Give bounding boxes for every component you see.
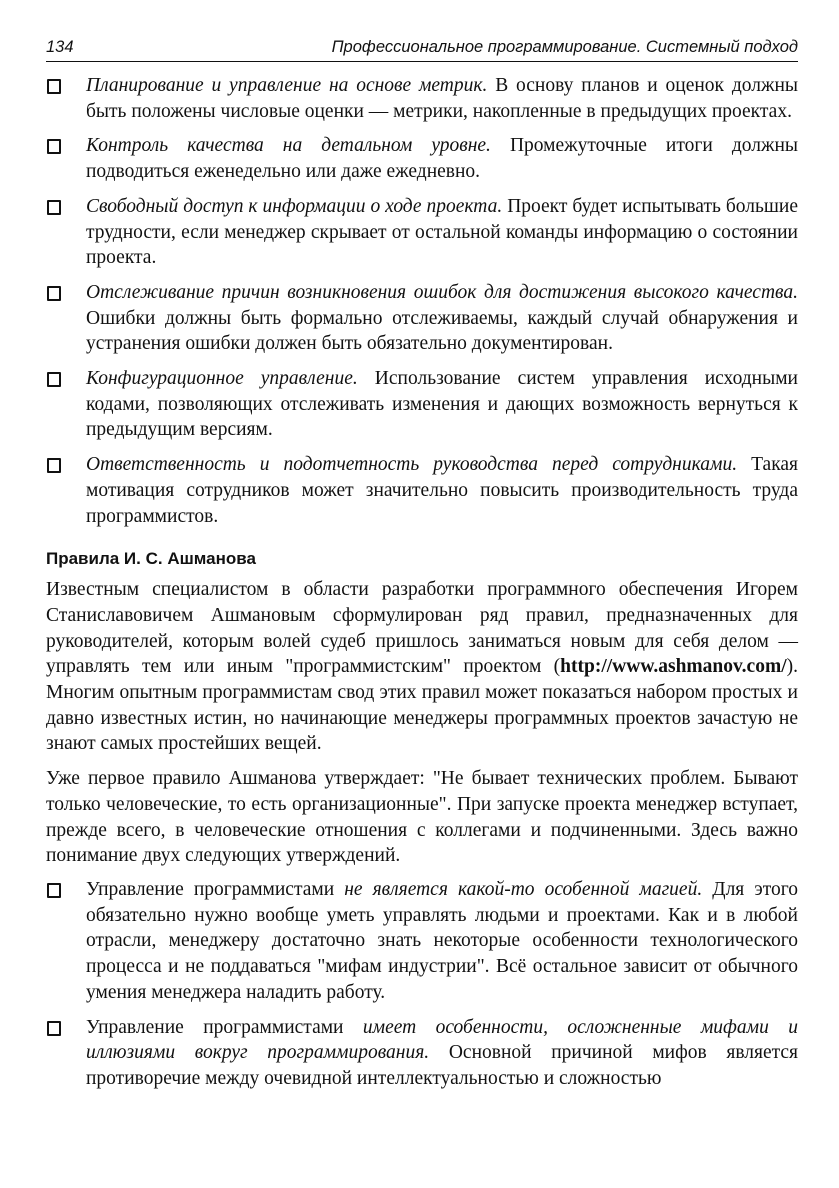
list-item — [46, 280, 798, 357]
body-paragraph — [46, 577, 798, 757]
paragraph-text: Известным специалистом в области разработки программного обеспечения Игорем Станиславовичем Ашмановым сформулирован ряд правил, предназначенных для руководителей, которым волей судеб пришлось заниматься новым для себя делом — управлять тем или иным "программистским" проектом ( — [46, 579, 798, 678]
item-term: имеет особенности, осложненные мифами и иллюзиями вокруг программирования. — [86, 1016, 798, 1064]
website-link: http://www.ashmanov.com/ — [560, 656, 787, 678]
statements-list — [46, 877, 798, 1092]
checkbox-bullet-icon — [47, 200, 61, 215]
principles-list — [46, 73, 798, 529]
checkbox-bullet-icon — [47, 286, 61, 301]
checkbox-bullet-icon — [47, 1021, 61, 1036]
list-item — [46, 366, 798, 443]
item-term: Контроль качества на детальном уровне. — [86, 135, 491, 157]
item-lead: Управление программистами — [86, 1016, 363, 1038]
running-title: Профессиональное программирование. Системный подход — [331, 38, 798, 56]
item-text: Использование систем управления исходными кодами, позволяющих отслеживать изменения и дающих возможность вернуться к предыдущим версиям. — [86, 368, 798, 441]
item-term: не является какой-то особенной магией. — [344, 878, 703, 900]
list-item — [46, 73, 798, 124]
item-text: Для этого обязательно нужно вообще уметь управлять людьми и проектами. Как и в любой отрасли, менеджеру достаточно знать некоторые особенности технологического процесса и не поддаваться "мифам индустрии". Всё остальное зависит от обычного умения менеджера наладить работу. — [86, 878, 798, 1003]
body-paragraph: Уже первое правило Ашманова утверждает: "Не бывает технических проблем. Бывают только человеческие, то есть организационные". При запуске проекта менеджер вступает, прежде всего, в человеческие отношения с коллегами и подчиненными. Здесь важно понимание двух следующих утверждений. — [46, 768, 798, 867]
item-text: Промежуточные итоги должны подводиться еженедельно или даже ежедневно. — [86, 135, 798, 183]
list-item — [46, 133, 798, 184]
section-heading: Правила И. С. Ашманова — [46, 549, 256, 569]
item-text: Проект будет испытывать большие трудности, если менеджер скрывает от остальной команды информацию о состоянии проекта. — [86, 195, 798, 269]
checkbox-bullet-icon — [47, 883, 61, 898]
checkbox-bullet-icon — [47, 139, 61, 154]
item-text: Такая мотивация сотрудников может значительно повысить производительность труда программистов. — [86, 454, 799, 527]
item-lead: Управление программистами — [86, 878, 345, 900]
item-term: Планирование и управление на основе метрик. — [86, 75, 488, 96]
running-header — [46, 38, 798, 62]
paragraph-text: ). Многим опытным программистам свод этих правил может показаться набором простых и давно известных истин, но начинающие менеджеры программных проектов зачастую не знают самых простейших вещей. — [46, 656, 798, 755]
item-text: Основной причиной мифов является противоречие между очевидной интеллектуальностью и сложностью — [86, 1042, 799, 1089]
list-item — [46, 1015, 798, 1092]
list-item — [46, 194, 798, 271]
checkbox-bullet-icon — [47, 372, 61, 387]
list-item — [46, 452, 798, 529]
checkbox-bullet-icon — [47, 458, 61, 473]
book-page — [46, 38, 798, 1092]
item-text: Ошибки должны быть формально отслеживаемы, каждый случай обнаружения и устранения ошибки должен быть обязательно документирован. — [86, 307, 798, 355]
item-term: Ответственность и подотчетность руководства перед сотрудниками. — [86, 454, 738, 476]
item-term: Свободный доступ к информации о ходе проекта. — [86, 195, 503, 217]
item-text: В основу планов и оценок должны быть положены числовые оценки — метрики, накопленные в предыдущих проектах. — [86, 75, 798, 122]
page-number: 134 — [46, 38, 74, 56]
item-term: Конфигурационное управление. — [86, 368, 358, 390]
checkbox-bullet-icon — [47, 79, 61, 94]
item-term: Отслеживание причин возникновения ошибок для достижения высокого качества. — [86, 281, 798, 303]
list-item — [46, 877, 798, 1006]
